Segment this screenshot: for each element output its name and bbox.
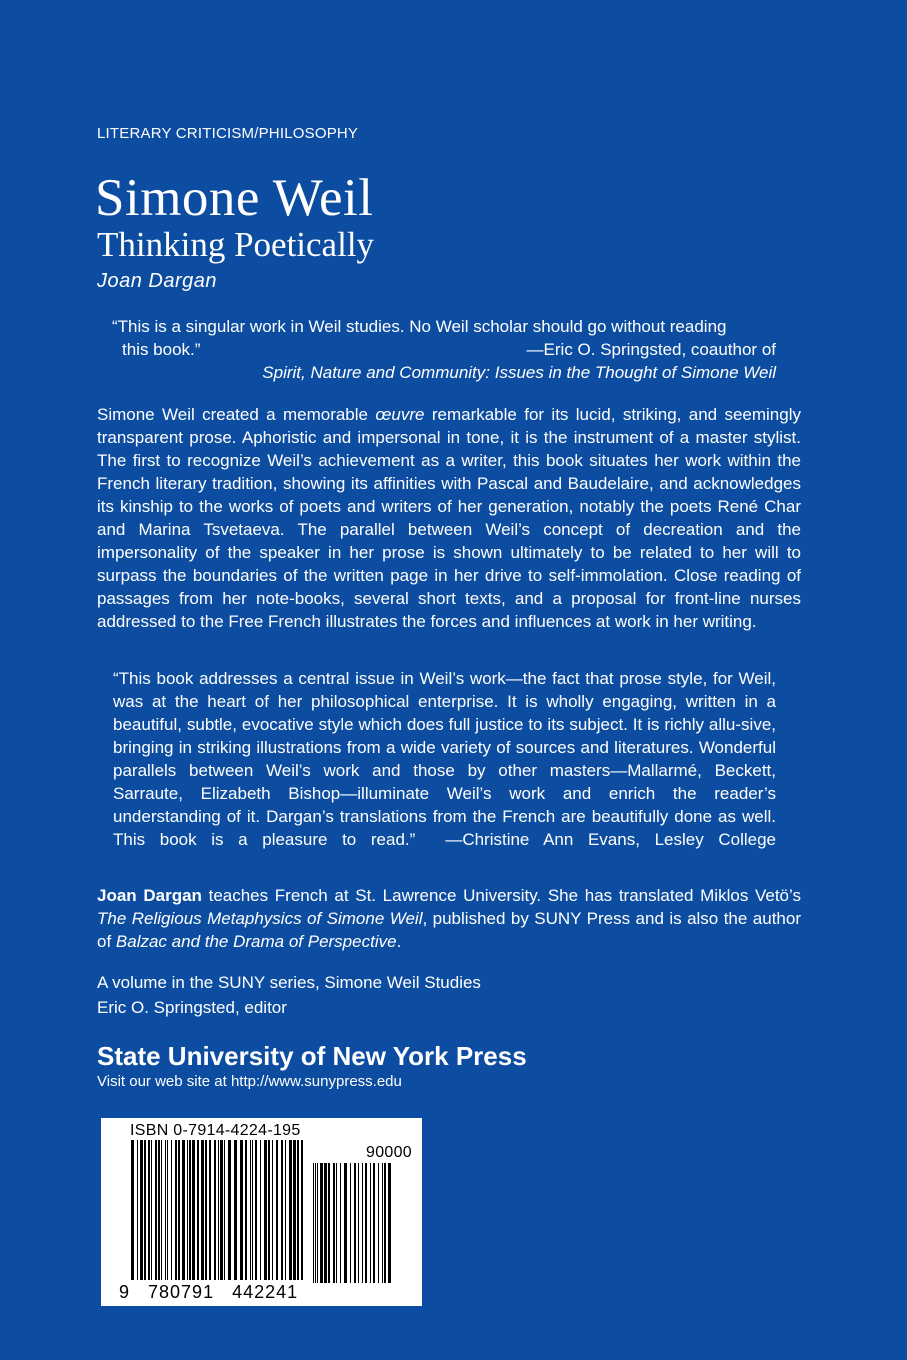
isbn-label: ISBN 0-7914-4224-195 xyxy=(130,1122,301,1139)
barcode-bar xyxy=(192,1140,195,1280)
barcode-bar xyxy=(276,1140,278,1280)
addon-barcode xyxy=(313,1163,393,1288)
barcode-bar xyxy=(144,1140,146,1280)
barcode-bar xyxy=(224,1140,225,1280)
barcode-bar xyxy=(178,1140,180,1280)
quote1-attribution: —Eric O. Springsted, coauthor of xyxy=(526,340,776,359)
barcode-bar xyxy=(234,1140,237,1280)
publisher-name: State University of New York Press xyxy=(97,1041,527,1071)
author-bio xyxy=(97,884,801,953)
barcode-bar xyxy=(285,1140,286,1280)
bio-part2: , published by SUNY Press and is also the author of xyxy=(97,909,801,951)
barcode-bar xyxy=(245,1140,247,1280)
quote2-text: “This book addresses a central issue in Weil’s work—the fact that prose style, for Weil, was at the heart of her philosophical enterprise. It is wholly engaging, written in a beautiful, subtle, evocative style which does full justice to its subject. It is richly allu-sive, bringing in striking illustrations from a wide variety of sources and literatures. Wonderful parallels between Weil’s work and those by other masters—Mallarmé, Beckett, Sarraute, Elizabeth Bishop—illuminate Weil’s work and enrich the reader’s understanding of it. Dargan’s translations from the French are beautifully done as well. This book is a pleasure to read.” xyxy=(113,669,776,849)
barcode-bar xyxy=(264,1140,267,1280)
barcode-bar xyxy=(320,1163,323,1283)
barcode-bar xyxy=(350,1163,351,1283)
barcode-bar xyxy=(155,1140,157,1280)
barcode-bar xyxy=(373,1163,375,1283)
barcode-box xyxy=(101,1118,422,1306)
bio-part3: . xyxy=(396,932,402,951)
barcode-bar xyxy=(140,1140,143,1280)
barcode-bar xyxy=(328,1163,330,1283)
barcode-bar xyxy=(297,1140,299,1280)
quote2-attribution: —Christine Ann Evans, Lesley College xyxy=(445,830,776,849)
barcode-bar xyxy=(382,1163,383,1283)
barcode-bar xyxy=(344,1163,347,1283)
barcode-bar xyxy=(358,1163,359,1283)
quote1-line2 xyxy=(112,338,776,361)
barcode-bar xyxy=(301,1140,303,1280)
barcode-bar xyxy=(240,1140,243,1280)
barcode-bar xyxy=(340,1163,341,1283)
barcode-bar xyxy=(175,1140,177,1280)
barcode-bar xyxy=(365,1163,367,1283)
bio-book2: Balzac and the Drama of Perspective xyxy=(115,932,397,951)
price-code: 90000 xyxy=(366,1144,412,1161)
book-description xyxy=(97,403,801,633)
barcode-bar xyxy=(378,1163,379,1283)
barcode-bar xyxy=(182,1140,185,1280)
barcode-bar xyxy=(197,1140,199,1280)
desc-oeuvre: œuvre xyxy=(375,405,425,424)
barcode-bar xyxy=(167,1140,168,1280)
quote1-line2-text: this book.” xyxy=(122,340,201,359)
barcode-bar xyxy=(289,1140,292,1280)
book-author: Joan Dargan xyxy=(97,270,218,292)
book-subtitle: Thinking Poetically xyxy=(97,225,375,264)
barcode-bar xyxy=(205,1140,207,1280)
barcode-bar xyxy=(250,1140,251,1280)
barcode-bar xyxy=(201,1140,204,1280)
series-editor: Eric O. Springsted, editor xyxy=(97,998,287,1017)
barcode-bar xyxy=(209,1140,211,1280)
quote1-source: Spirit, Nature and Community: Issues in the Thought of Simone Weil xyxy=(262,363,776,382)
ean-barcode xyxy=(131,1140,303,1290)
barcode-bar xyxy=(313,1163,314,1283)
barcode-bar xyxy=(370,1163,371,1283)
barcode-bar xyxy=(189,1140,191,1280)
barcode-bar xyxy=(131,1140,134,1280)
barcode-bar xyxy=(228,1140,231,1280)
book-title: Simone Weil xyxy=(95,169,374,227)
bio-part1: teaches French at St. Lawrence University. She has translated Miklos Vetö’s xyxy=(201,886,801,905)
barcode-bar xyxy=(255,1140,257,1280)
barcode-bar xyxy=(220,1140,223,1280)
barcode-bar xyxy=(324,1163,327,1283)
barcode-bar xyxy=(354,1163,356,1283)
barcode-bar xyxy=(158,1140,160,1280)
desc-part2: remarkable for its lucid, striking, and seemingly transparent prose. Aphoristic and impersonal in tone, it is the instrument of a master stylist. The first to recognize Weil’s achievement as a writer, this book situates her work within the French literary tradition, showing its affinities with Pascal and Baudelaire, and acknowledges its kinship to the works of poets and writers of her generation, notably the poets René Char and Marina Tsvetaeva. The parallel between Weil’s concept of decreation and the impersonality of the speaker in her prose is shown ultimately to be related to her will to surpass the boundaries of the written page in her drive to self-immolation. Close reading of passages from her note-books, several short texts, and a proposal for front-line nurses addressed to the Free French illustrates the forces and influences at work in her writing. xyxy=(97,405,801,631)
endorsement-quote-2 xyxy=(113,667,776,851)
barcode-bar xyxy=(333,1163,335,1283)
barcode-bar xyxy=(272,1140,273,1280)
quote1-line1: “This is a singular work in Weil studies. No Weil scholar should go without reading xyxy=(112,317,727,336)
barcode-bar xyxy=(317,1163,318,1283)
ean-digits: 9 780791 442241 xyxy=(119,1282,299,1302)
barcode-bar xyxy=(165,1140,166,1280)
barcode-bar xyxy=(388,1163,391,1283)
barcode-bar xyxy=(268,1140,270,1280)
barcode-bar xyxy=(218,1140,219,1280)
endorsement-quote-1 xyxy=(112,315,776,384)
barcode-bar xyxy=(171,1140,172,1280)
barcode-bar xyxy=(161,1140,162,1280)
barcode-bar xyxy=(148,1140,150,1280)
barcode-bar xyxy=(252,1140,253,1280)
barcode-bar xyxy=(214,1140,216,1280)
barcode-bar xyxy=(293,1140,296,1280)
desc-part1: Simone Weil created a memorable xyxy=(97,405,376,424)
series-info xyxy=(97,970,801,1020)
barcode-bar xyxy=(151,1140,152,1280)
barcode-bar xyxy=(336,1163,337,1283)
publisher-website: Visit our web site at http://www.sunypress.edu xyxy=(97,1073,402,1090)
barcode-bar xyxy=(362,1163,363,1283)
bio-book1: The Religious Metaphysics of Simone Weil xyxy=(97,909,423,928)
category-label: LITERARY CRITICISM/PHILOSOPHY xyxy=(97,125,359,142)
series-line1: A volume in the SUNY series, Simone Weil Studies xyxy=(97,973,481,992)
barcode-bar xyxy=(315,1163,316,1283)
barcode-bar xyxy=(187,1140,188,1280)
bio-name: Joan Dargan xyxy=(97,886,202,905)
barcode-bar xyxy=(260,1140,261,1280)
barcode-bar xyxy=(281,1140,283,1280)
barcode-bar xyxy=(137,1140,138,1280)
barcode-bar xyxy=(384,1163,386,1283)
